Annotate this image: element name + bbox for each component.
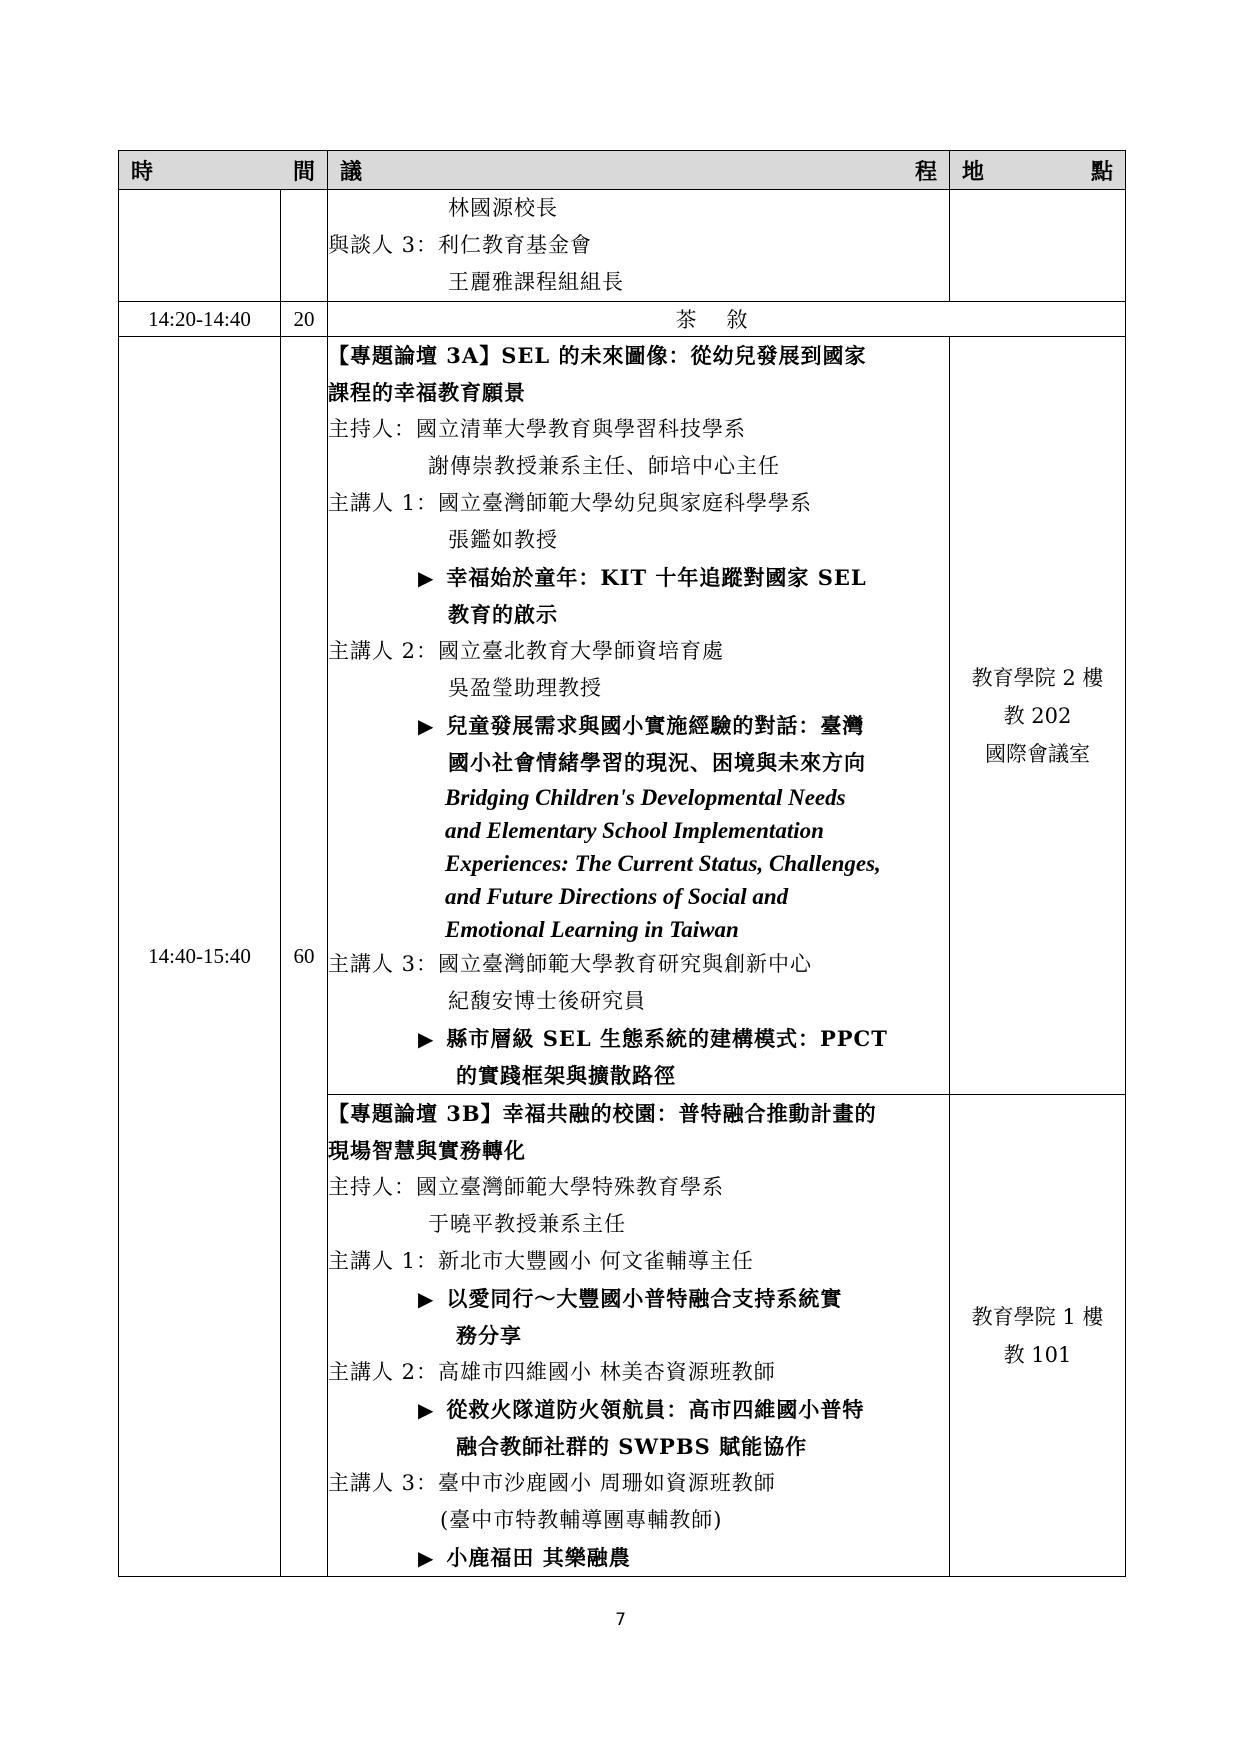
program-cell-continued (328, 190, 950, 302)
page-number: 7 (615, 1610, 626, 1630)
forum-3b-speaker-2: 主講人 2：高雄市四維國小 林美杏資源班教師 (328, 1360, 776, 1384)
bullet-arrow-icon: ▶ (418, 566, 435, 590)
forum-3a-topic-2-english-1: Bridging Children's Developmental Needs (445, 785, 846, 810)
forum-3b-title-cont: 現場智慧與實務轉化 (328, 1138, 526, 1163)
forum-minutes: 60 (281, 337, 328, 1577)
tea-break-label: 茶敘 (328, 302, 1126, 337)
forum-3a-speaker-2: 主講人 2：國立臺北教育大學師資培育處 (328, 639, 725, 663)
bullet-arrow-icon: ▶ (418, 1546, 435, 1570)
forum-3b-topic-3: ▶ 小鹿福田 其樂融農 (418, 1545, 631, 1570)
forum-3b-place (950, 1095, 1126, 1577)
tea-minutes: 20 (281, 302, 328, 337)
forum-3a-room-name: 國際會議室 (985, 741, 1090, 766)
forum-3a-topic-2-cont: 國小社會情緒學習的現況、困境與未來方向 (448, 750, 866, 775)
forum-3a-host-title: 謝傳崇教授兼系主任、師培中心主任 (428, 454, 780, 478)
forum-3b-host-title: 于曉平教授兼系主任 (428, 1212, 626, 1236)
forum-3b-host: 主持人：國立臺灣師範大學特殊教育學系 (328, 1175, 724, 1199)
table-row-tea-break (119, 302, 1126, 337)
table-row-continued (119, 190, 1126, 302)
forum-3a-topic-2: ▶ 兒童發展需求與國小實施經驗的對話：臺灣 (418, 713, 865, 738)
forum-3b-building: 教育學院 1 樓 (971, 1304, 1104, 1329)
table-header-row (119, 151, 1126, 190)
forum-3a-room: 教 202 (1003, 703, 1072, 728)
forum-3a-topic-2-english-4: and Future Directions of Social and (445, 884, 789, 909)
forum-3b-topic-1-cont: 務分享 (456, 1323, 522, 1348)
minutes-cell-empty (281, 190, 328, 302)
agenda-table (118, 150, 1126, 1577)
header-place: 地 點 (950, 151, 1126, 190)
forum-3b-program (328, 1095, 950, 1577)
forum-3a-host: 主持人：國立清華大學教育與學習科技學系 (328, 417, 746, 441)
forum-3a-speaker-3: 主講人 3：國立臺灣師範大學教育研究與創新中心 (328, 952, 813, 976)
forum-3a-topic-3-cont: 的實踐框架與擴散路徑 (456, 1063, 676, 1088)
forum-3b-speaker-3-note: (臺中市特教輔導團專輔教師) (440, 1508, 723, 1532)
place-cell-empty (950, 190, 1126, 302)
tea-time: 14:20-14:40 (119, 302, 281, 337)
panelist-3-title-line: 王麗雅課程組組長 (448, 270, 624, 294)
table-row-forum-3a (119, 337, 1126, 1095)
forum-3a-place (950, 337, 1126, 1095)
forum-3a-topic-3: ▶ 縣市層級 SEL 生態系統的建構模式：PPCT (418, 1026, 888, 1051)
forum-3a-topic-2-english-5: Emotional Learning in Taiwan (445, 917, 739, 942)
time-cell-empty (119, 190, 281, 302)
forum-3b-topic-2-cont: 融合教師社群的 SWPBS 賦能協作 (456, 1434, 808, 1459)
forum-3a-topic-2-english-3: Experiences: The Current Status, Challenges, (445, 851, 881, 876)
forum-3b-room: 教 101 (1003, 1342, 1072, 1367)
forum-3a-topic-1-cont: 教育的啟示 (448, 602, 558, 627)
forum-3a-building: 教育學院 2 樓 (971, 665, 1104, 690)
forum-3a-topic-1: ▶ 幸福始於童年：KIT 十年追蹤對國家 SEL (418, 565, 867, 590)
forum-3a-title-cont: 課程的幸福教育願景 (328, 380, 526, 405)
forum-3a-speaker-1-title: 張鑑如教授 (448, 528, 558, 552)
forum-3b-topic-1: ▶ 以愛同行～大豐國小普特融合支持系統實 (418, 1286, 843, 1311)
bullet-arrow-icon: ▶ (418, 1398, 435, 1422)
forum-3b-topic-2: ▶ 從救火隊道防火領航員：高市四維國小普特 (418, 1397, 865, 1422)
bullet-arrow-icon: ▶ (418, 1027, 435, 1051)
moderator-name-line: 林國源校長 (448, 196, 558, 220)
forum-3a-speaker-1: 主講人 1：國立臺灣師範大學幼兒與家庭科學學系 (328, 491, 813, 515)
forum-3b-speaker-3: 主講人 3：臺中市沙鹿國小 周珊如資源班教師 (328, 1471, 776, 1495)
forum-3a-program (328, 337, 950, 1095)
bullet-arrow-icon: ▶ (418, 1287, 435, 1311)
forum-3a-speaker-3-title: 紀馥安博士後研究員 (448, 989, 646, 1013)
forum-3a-title: 【專題論壇 3A】SEL 的未來圖像：從幼兒發展到國家 (328, 343, 867, 368)
forum-time: 14:40-15:40 (119, 337, 281, 1577)
forum-3a-speaker-2-title: 吳盈瑩助理教授 (448, 676, 602, 700)
header-time: 時 間 (119, 151, 328, 190)
forum-3b-speaker-1: 主講人 1：新北市大豐國小 何文雀輔導主任 (328, 1249, 754, 1273)
header-program: 議 程 (328, 151, 950, 190)
forum-3a-topic-2-english-2: and Elementary School Implementation (445, 818, 824, 843)
bullet-arrow-icon: ▶ (418, 714, 435, 738)
panelist-3-line: 與談人 3：利仁教育基金會 (328, 233, 593, 257)
forum-3b-title: 【專題論壇 3B】幸福共融的校園：普特融合推動計畫的 (328, 1101, 877, 1126)
